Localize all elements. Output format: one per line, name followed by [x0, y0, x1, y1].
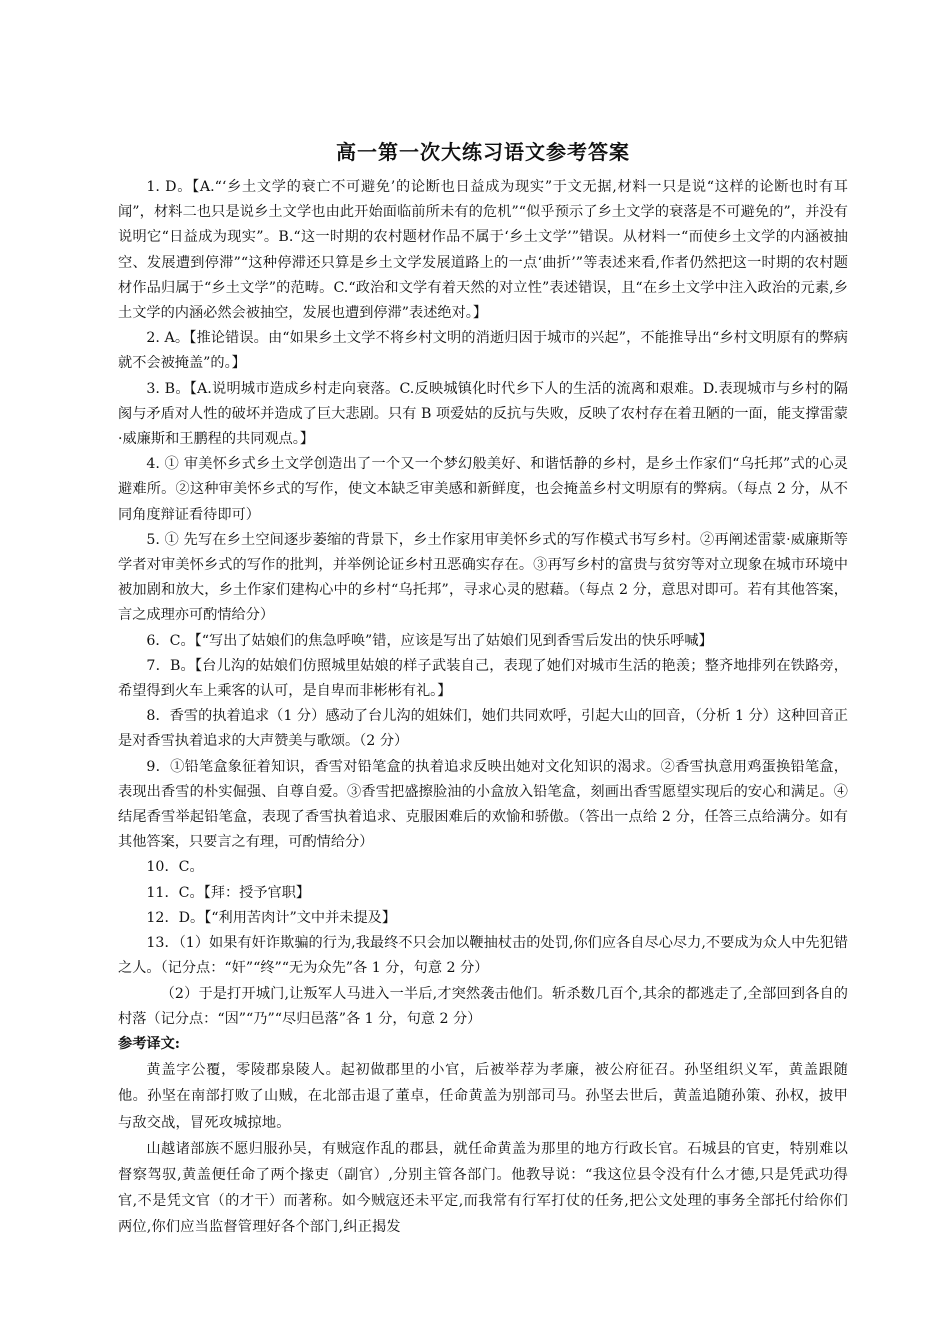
answer-1: 1. D。【A.“‘乡土文学的衰亡不可避免’的论断也日益成为现实”于文无据,材料一只是说“这样的论断也时有耳闻”，材料二也只是说乡土文学也由此开始面临前所未有的危机”“似乎预示了乡土文学的衰落是不可避免的”，并没有说明它“日益成为现实”。B.“这一时期的农村题材作品不属于‘乡土文学’”错误。从材料一“而使乡土文学的内涵被抽空、发展遭到停滞”“这种停滞还只算是乡土文学发展道路上的一点‘曲折’”等表述来看,作者仍然把这一时期的农村题材作品归属于“乡土文学”的范畴。C.“政治和文学有着天然的对立性”表述错误，且“在乡土文学中注入政治的元素,乡土文学的内涵必然会被抽空，发展也遭到停滞”表述绝对。】 — [118, 179, 848, 322]
answer-4: 4. ① 审美怀乡式乡土文学创造出了一个又一个梦幻般美好、和谐恬静的乡村，是乡土作家们“乌托邦”式的心灵避难所。②这种审美怀乡式的写作，使文本缺乏审美感和新鲜度，也会掩盖乡村文明原有的弊病。（每点 2 分，从不同角度辩证看待即可） — [118, 456, 848, 523]
answer-document — [118, 124, 848, 1241]
answer-13-part2: （2）于是打开城门,让叛军人马进入一半后,才突然袭击他们。斩杀数几百个,其余的都逃走了,全部回到各自的村落（记分点：“因”“乃”“尽归邑落”各 1 分，句意 2 分） — [118, 985, 848, 1027]
answer-7: 7．B。【台儿沟的姑娘们仿照城里姑娘的样子武装自己，表现了她们对城市生活的艳羡；整齐地排列在铁路旁，希望得到火车上乘客的认可，是自卑而非彬彬有礼。】 — [118, 657, 848, 700]
page-title: 高一第一次大练习语文参考答案 — [336, 140, 630, 164]
answer-2: 2. A。【推论错误。由“如果乡土文学不将乡村文明的消逝归因于城市的兴起”，不能推导出“乡村文明原有的弊病就不会被掩盖”的。】 — [118, 330, 848, 372]
answer-10: 10．C。 — [146, 859, 204, 876]
answer-5: 5. ① 先写在乡土空间逐步萎缩的背景下，乡土作家用审美怀乡式的写作模式书写乡村。②再阐述雷蒙·威廉斯等学者对审美怀乡式的写作的批判，并举例论证乡村丑恶确实存在。③再写乡村的富贵与贫穷等对立现象在城市环境中被加剧和放大，乡土作家们建构心中的乡村“乌托邦”，寻求心灵的慰藉。（每点 2 分，意思对即可。若有其他答案，言之成理亦可酌情给分） — [118, 531, 848, 624]
translation-heading: 参考译文: — [118, 1035, 180, 1052]
answer-13-part1: 13．（1）如果有奸诈欺骗的行为,我最终不只会加以鞭抽杖击的处罚,你们应各自尽心尽力,不要成为众人中先犯错之人。（记分点：“奸”“终”“无为众先”各 1 分，句意 2 分） — [118, 935, 848, 977]
answer-3: 3. B。【A.说明城市造成乡村走向衰落。C.反映城镇化时代乡下人的生活的流离和艰难。D.表现城市与乡村的隔阂与矛盾对人性的破坏并造成了巨大悲剧。只有 B 项爱姑的反抗与失败，反映了农村存在着丑陋的一面，能支撑雷蒙·威廉斯和王鹏程的共同观点。】 — [118, 380, 848, 448]
answer-9: 9．①铅笔盒象征着知识，香雪对铅笔盒的执着追求反映出她对文化知识的渴求。②香雪执意用鸡蛋换铅笔盒，表现出香雪的朴实倔强、自尊自爱。③香雪把盛擦脸油的小盒放入铅笔盒，刻画出香雪愿望实现后的安心和满足。④结尾香雪举起铅笔盒，表现了香雪执着追求、克服困难后的欢愉和骄傲。（答出一点给 2 分，任答三点给满分。如有其他答案，只要言之有理，可酌情给分） — [118, 758, 848, 851]
translation-paragraph-2: 山越诸部族不愿归服孙吴，有贼寇作乱的郡县，就任命黄盖为那里的地方行政长官。石城县的官吏，特别难以督察驾驭,黄盖便任命了两个掾吏（副官）,分别主管各部门。他教导说：“我这位县令没有什么才德,只是凭武功得官,不是凭文官（的才干）而著称。如今贼寇还未平定,而我常有行军打仗的任务,把公文处理的事务全部托付给你们两位,你们应当监督管理好各个部门,纠正揭发 — [118, 1140, 848, 1236]
answer-6: 6．C。【“写出了姑娘们的焦急呼唤”错，应该是写出了姑娘们见到香雪后发出的快乐呼喊】 — [146, 632, 713, 649]
translation-paragraph-1: 黄盖字公覆，零陵郡泉陵人。起初做郡里的小官，后被举荐为孝廉，被公府征召。孙坚组织义军，黄盖跟随他。孙坚在南部打败了山贼，在北部击退了董卓，任命黄盖为别部司马。孙坚去世后，黄盖追随孙策、孙权，披甲与敌交战，冒死攻城掠地。 — [118, 1062, 848, 1131]
answer-12: 12．D。【“利用苦肉计”文中并未提及】 — [146, 909, 397, 926]
answer-8: 8．香雪的执着追求（1 分）感动了台儿沟的姐妹们，她们共同欢呼，引起大山的回音，（分析 1 分）这种回音正是对香雪执着追求的大声赞美与歌颂。（2 分） — [118, 708, 848, 750]
answer-11: 11．C。【拜：授予官职】 — [146, 884, 311, 901]
